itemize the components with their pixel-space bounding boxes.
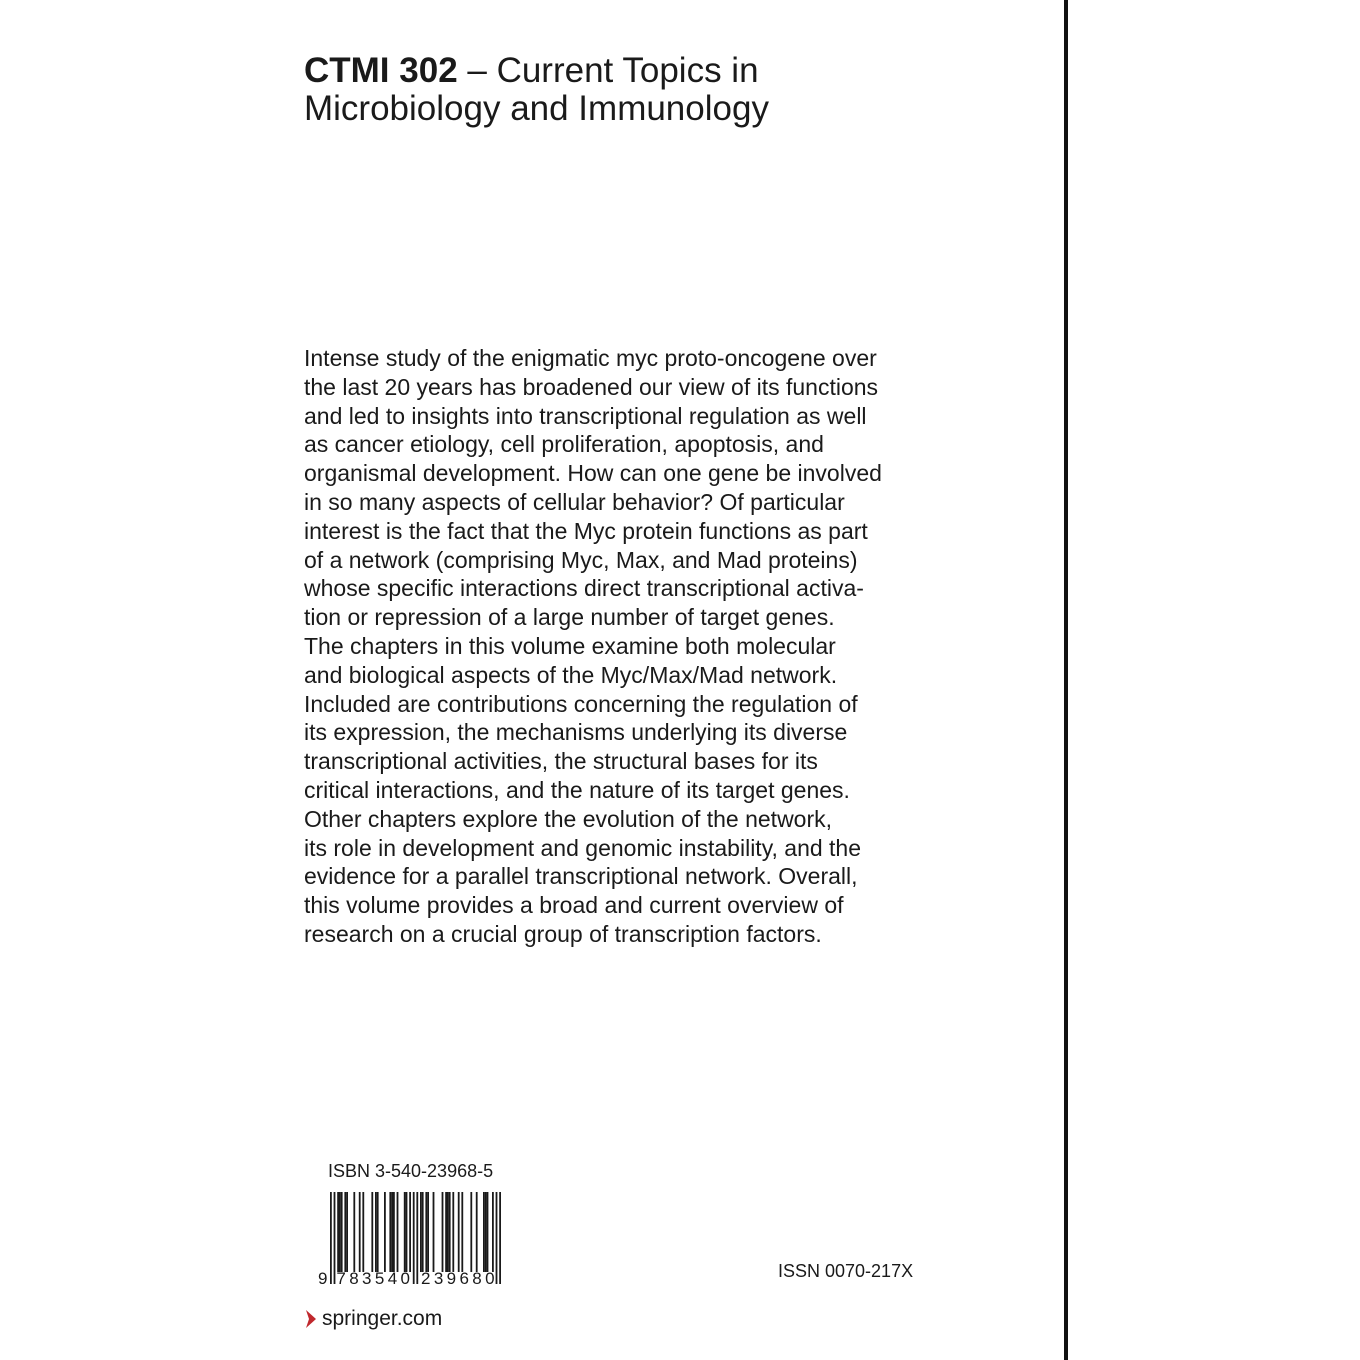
barcode-digit-group: 783540 bbox=[336, 1269, 410, 1286]
blurb-line: Other chapters explore the evolution of the network, bbox=[304, 805, 833, 832]
barcode-bar bbox=[449, 1192, 451, 1272]
blurb-line: this volume provides a broad and current overview of bbox=[304, 892, 844, 919]
isbn-barcode bbox=[318, 1192, 504, 1286]
barcode-bar bbox=[377, 1192, 379, 1272]
barcode-bar bbox=[499, 1192, 501, 1284]
blurb-line: and led to insights into transcriptional regulation as well bbox=[304, 402, 867, 429]
barcode-bar bbox=[341, 1192, 343, 1272]
blurb-line: its expression, the mechanisms underlying its diverse bbox=[304, 719, 848, 746]
barcode-bar bbox=[496, 1192, 498, 1284]
barcode-bar bbox=[492, 1192, 494, 1272]
barcode-bar bbox=[330, 1192, 332, 1284]
barcode-bar bbox=[445, 1192, 447, 1272]
series-title bbox=[304, 52, 1024, 128]
barcode-digits bbox=[318, 1269, 495, 1286]
barcode-bar bbox=[334, 1192, 336, 1284]
barcode-bar bbox=[393, 1192, 395, 1272]
barcode-bar bbox=[413, 1192, 415, 1284]
barcode-bar bbox=[406, 1192, 408, 1272]
chevron-right-icon bbox=[304, 1308, 318, 1330]
barcode-bar bbox=[337, 1192, 339, 1272]
barcode-bar bbox=[346, 1192, 348, 1272]
blurb-line: The chapters in this volume examine both molecular bbox=[304, 632, 836, 659]
issn-label: ISSN 0070-217X bbox=[778, 1261, 914, 1281]
barcode-bar bbox=[404, 1192, 406, 1272]
barcode-bar bbox=[353, 1192, 355, 1272]
blurb-line: its role in development and genomic instability, and the bbox=[304, 834, 862, 861]
blurb-line: as cancer etiology, cell proliferation, apoptosis, and bbox=[304, 431, 824, 458]
barcode-bar bbox=[485, 1192, 487, 1272]
blurb-line: Intense study of the enigmatic myc proto-oncogene over bbox=[304, 345, 877, 371]
barcode-bar bbox=[391, 1192, 393, 1272]
barcode-bar bbox=[409, 1192, 411, 1272]
series-title-rest: – Current Topics in bbox=[457, 51, 759, 90]
barcode-digit: 9 bbox=[318, 1269, 328, 1286]
barcode-bar bbox=[458, 1192, 460, 1272]
blurb-line: Included are contributions concerning the regulation of bbox=[304, 690, 858, 717]
barcode-bar bbox=[339, 1192, 341, 1272]
barcode-bar bbox=[344, 1192, 346, 1272]
barcode-bar bbox=[427, 1192, 429, 1272]
barcode-bar bbox=[384, 1192, 386, 1272]
barcode-bar bbox=[389, 1192, 391, 1272]
spine-edge-line bbox=[1064, 0, 1068, 1360]
isbn-label: ISBN 3-540-23968-5 bbox=[328, 1161, 494, 1181]
barcode-bar bbox=[375, 1192, 377, 1272]
barcode-bar bbox=[442, 1192, 444, 1272]
blurb-line: organismal development. How can one gene be involved bbox=[304, 460, 882, 487]
blurb-line: the last 20 years has broadened our view of its functions bbox=[304, 373, 879, 400]
barcode-bar bbox=[461, 1192, 463, 1272]
blurb-line: and biological aspects of the Myc/Max/Mad network. bbox=[304, 661, 838, 688]
barcode-bar bbox=[359, 1192, 361, 1272]
barcode-bar bbox=[420, 1192, 422, 1272]
barcode-bar bbox=[362, 1192, 364, 1272]
barcode-bar bbox=[422, 1192, 424, 1272]
barcode-bar bbox=[447, 1192, 449, 1272]
barcode-bar bbox=[470, 1192, 472, 1272]
barcode-bar bbox=[416, 1192, 418, 1284]
barcode-bar bbox=[452, 1192, 454, 1272]
publisher-url[interactable]: springer.com bbox=[322, 1307, 443, 1330]
series-title-line-2: Microbiology and Immunology bbox=[304, 89, 769, 128]
publisher-link[interactable] bbox=[304, 1306, 442, 1332]
barcode-bar bbox=[425, 1192, 427, 1272]
blurb-line: tion or repression of a large number of target genes. bbox=[304, 604, 835, 631]
barcode-bar bbox=[433, 1192, 435, 1272]
barcode-digit-group: 239680 bbox=[421, 1269, 495, 1286]
series-code: CTMI 302 bbox=[304, 51, 458, 90]
blurb-line: transcriptional activities, the structural bases for its bbox=[304, 748, 818, 775]
description-blurb bbox=[304, 344, 924, 949]
barcode-bar bbox=[483, 1192, 485, 1272]
blurb-line: critical interactions, and the nature of its target genes. bbox=[304, 776, 850, 803]
series-title-line-1 bbox=[304, 52, 1024, 90]
barcode-bar bbox=[371, 1192, 373, 1272]
barcode-bar bbox=[476, 1192, 478, 1272]
barcode-bar bbox=[487, 1192, 489, 1272]
blurb-line: research on a crucial group of transcription factors. bbox=[304, 920, 822, 947]
blurb-line: evidence for a parallel transcriptional network. Overall, bbox=[304, 863, 858, 890]
blurb-line: in so many aspects of cellular behavior? Of particular bbox=[304, 488, 845, 515]
blurb-line: interest is the fact that the Myc protein functions as part bbox=[304, 517, 868, 544]
barcode-bar bbox=[397, 1192, 399, 1272]
blurb-line: whose specific interactions direct transcriptional activa- bbox=[304, 575, 864, 602]
blurb-line: of a network (comprising Myc, Max, and Mad proteins) bbox=[304, 546, 858, 573]
